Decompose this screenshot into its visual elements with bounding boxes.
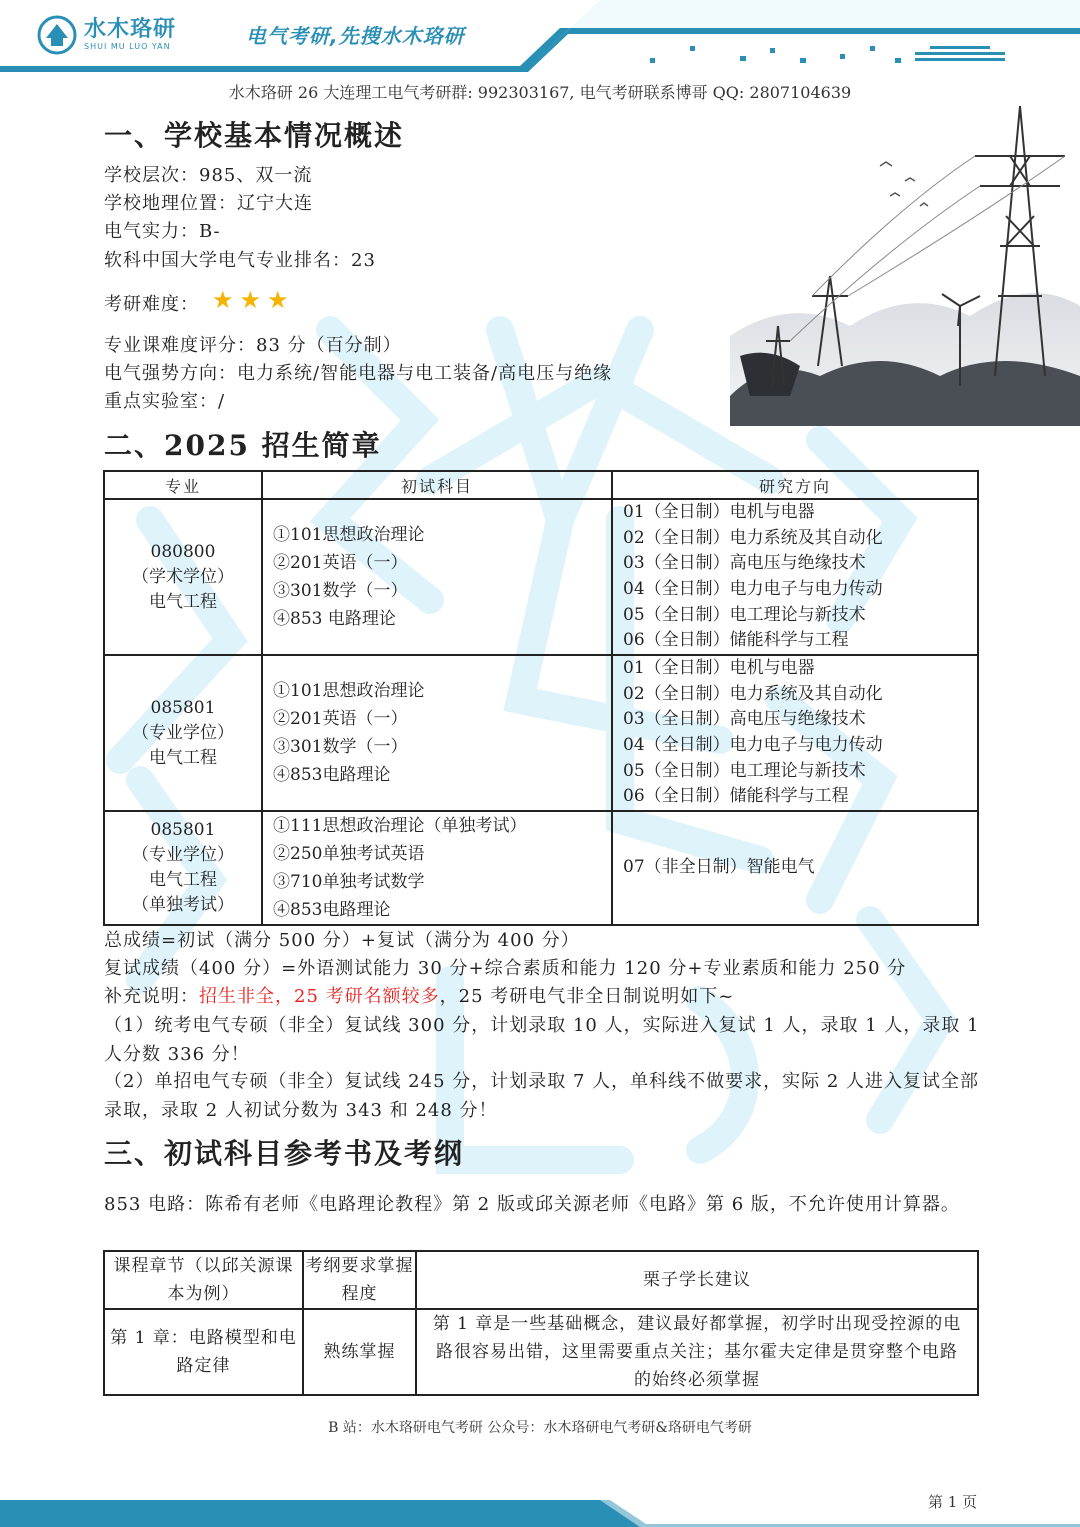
key-labs: 重点实验室：/: [104, 391, 226, 412]
table-header: 课程章节（以邱关源课本为例）: [104, 1251, 303, 1309]
reference-books: 853 电路：陈希有老师《电路理论教程》第 2 版或邱关源老师《电路》第 6 版，不允许使用计算器。: [104, 1194, 960, 1215]
page-number: 第 1 页: [928, 1493, 978, 1511]
table-row: [104, 655, 978, 811]
direction-item: 05（全日制）电工理论与新技术: [623, 760, 866, 781]
subject-item: ④853 电路理论: [273, 609, 396, 629]
direction-item: 02（全日制）电力系统及其自动化: [623, 527, 883, 548]
table-row: [104, 1309, 978, 1395]
section-title-overview: 一、学校基本情况概述: [104, 119, 405, 152]
star-icon: ★: [212, 286, 234, 314]
logo-subtext: SHUI MU LUO YAN: [84, 42, 171, 51]
major-type: （专业学位）: [132, 845, 234, 865]
major-cell: [104, 499, 262, 655]
subject-item: ①101思想政治理论: [273, 681, 425, 701]
direction-item: 07（非全日制）智能电气: [623, 857, 815, 878]
direction-item: 06（全日制）储能科学与工程: [623, 630, 849, 651]
major-type: （专业学位）: [132, 722, 234, 743]
logo-text: 水木珞研: [84, 17, 177, 42]
note-item-2: （2）单招电气专硕（非全）复试线 245 分，计划录取 7 人，单科线不做要求，实际 2 人进入复试全部录取，录取 2 人初试分数为 343 和 248 分！: [104, 1071, 980, 1121]
subjects-cell: [262, 811, 612, 925]
major-exam-type: （单独考试）: [132, 895, 234, 915]
school-location: 学校地理位置：辽宁大连: [104, 193, 313, 214]
major-cell: [104, 655, 262, 811]
direction-item: 04（全日制）电力电子与电力传动: [623, 735, 883, 755]
direction-item: 01（全日制）电机与电器: [623, 658, 815, 679]
subject-item: ③301数学（一）: [273, 737, 408, 757]
direction-item: 01（全日制）电机与电器: [623, 502, 815, 523]
difficulty-rating: [212, 288, 289, 312]
table-header: 考纲要求掌握程度: [303, 1251, 416, 1309]
direction-item: 04（全日制）电力电子与电力传动: [623, 579, 883, 599]
table-header: 研究方向: [612, 471, 978, 499]
star-icon: ★: [239, 286, 262, 314]
supplement-highlight: 招生非全，25 考研名额较多: [199, 986, 440, 1007]
table-header: 栗子学长建议: [416, 1251, 978, 1309]
major-name: 电气工程: [149, 591, 217, 612]
subject-item: ③301数学（一）: [273, 581, 408, 601]
supplement-text: ，25 考研电气非全日制说明如下~: [439, 986, 735, 1007]
chapter-cell: 第 1 章：电路模型和电路定律: [104, 1309, 303, 1395]
total-score-note: 总成绩=初试（满分 500 分）+复试（满分为 400 分）: [104, 930, 580, 951]
major-code: 080800: [150, 541, 216, 562]
advice-cell: 第 1 章是一些基础概念，建议最好都掌握，初学时出现受控源的电路很容易出错，这里需要重点关注；基尔霍夫定律是贯穿整个电路的始终必须掌握: [416, 1309, 978, 1395]
syllabus-table: [103, 1250, 979, 1396]
contact-line: 水木珞研 26 大连理工电气考研群: 992303167, 电气考研联系博哥 QQ: 2807104639: [228, 83, 852, 102]
direction-item: 03（全日制）高电压与绝缘技术: [623, 553, 866, 574]
star-icon: ★: [267, 286, 289, 314]
section-title-references: 三、初试科目参考书及考纲: [104, 1137, 465, 1170]
major-cell: [104, 811, 262, 925]
footer-band: [0, 1496, 1080, 1527]
level-cell: 熟练掌握: [303, 1309, 416, 1395]
strong-directions: 电气强势方向：电力系统/智能电器与电工装备/高电压与绝缘: [104, 363, 613, 384]
directions-cell: [612, 499, 978, 655]
directions-cell: [612, 655, 978, 811]
retest-score-note: 复试成绩（400 分）=外语测试能力 30 分+综合素质和能力 120 分+专业素质和能力 250 分: [104, 958, 907, 979]
direction-item: 06（全日制）储能科学与工程: [623, 786, 849, 807]
major-code: 085801: [150, 697, 216, 718]
difficulty-label: 考研难度：: [104, 294, 199, 315]
subject-item: ①101思想政治理论: [273, 525, 425, 545]
footer-note: B 站：水木珞研电气考研 公众号：水木珞研电气考研&珞研电气考研: [328, 1420, 752, 1436]
subject-item: ②201英语（一）: [273, 709, 408, 729]
school-level: 学校层次：985、双一流: [104, 165, 313, 186]
logo-icon: [36, 14, 78, 56]
table-row: [104, 499, 978, 655]
header-slogan: 电气考研,先搜水木珞研: [246, 24, 465, 48]
table-header: 初试科目: [262, 471, 612, 499]
subject-item: ②201英语（一）: [273, 553, 408, 573]
supplement-label: 补充说明：: [104, 986, 199, 1007]
course-difficulty-score: 专业课难度评分：83 分（百分制）: [104, 335, 402, 356]
direction-item: 02（全日制）电力系统及其自动化: [623, 683, 883, 704]
direction-item: 05（全日制）电工理论与新技术: [623, 604, 866, 625]
subject-item: ①111思想政治理论（单独考试）: [273, 816, 527, 836]
directions-cell: [612, 811, 978, 925]
power-tower-illustration: [730, 96, 1080, 426]
subjects-cell: [262, 655, 612, 811]
subject-item: ④853电路理论: [273, 765, 391, 785]
electrical-strength: 电气实力：B-: [104, 221, 221, 242]
admission-table: [103, 470, 979, 926]
section-title-admission: 二、2025 招生简章: [104, 429, 382, 462]
table-header: 专业: [104, 471, 262, 499]
subjects-cell: [262, 499, 612, 655]
major-type: （学术学位）: [132, 566, 234, 587]
ranking: 软科中国大学电气专业排名：23: [104, 250, 376, 271]
major-name: 电气工程: [149, 870, 217, 890]
note-item-1: （1）统考电气专硕（非全）复试线 300 分，计划录取 10 人，实际进入复试 1 人，录取 1 人，录取 1 人分数 336 分！: [104, 1015, 980, 1065]
subject-item: ④853电路理论: [273, 900, 391, 920]
subject-item: ②250单独考试英语: [273, 844, 425, 864]
subject-item: ③710单独考试数学: [273, 872, 425, 892]
table-row: [104, 811, 978, 925]
major-name: 电气工程: [149, 747, 217, 768]
supplement-note: [104, 982, 734, 1008]
direction-item: 03（全日制）高电压与绝缘技术: [623, 709, 866, 730]
major-code: 085801: [150, 820, 216, 840]
